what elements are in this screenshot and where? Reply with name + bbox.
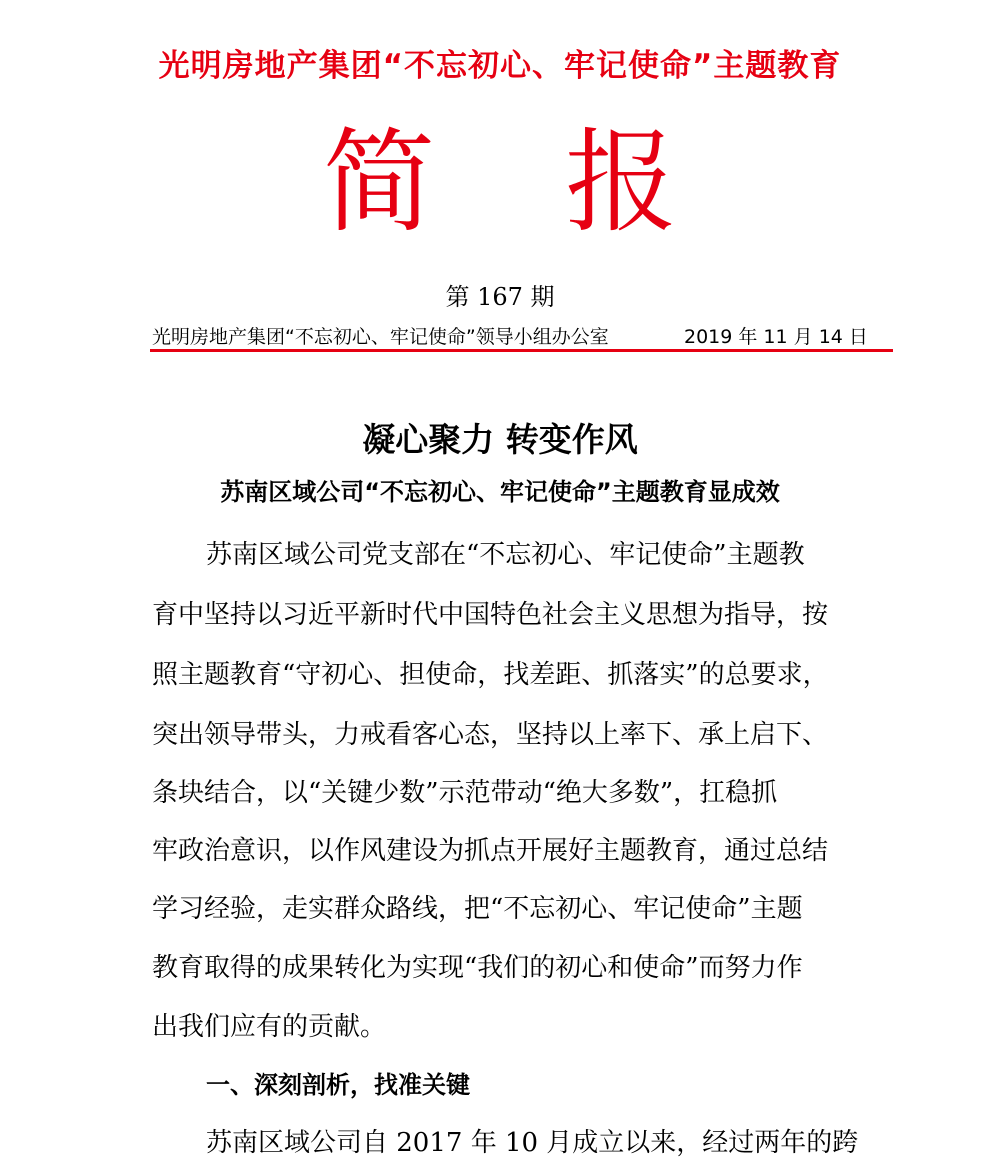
body-line: 条块结合，以“关键少数”示范带动“绝大多数”，扛稳抓 bbox=[152, 778, 778, 808]
body-line: 育中坚持以习近平新时代中国特色社会主义思想为指导，按 bbox=[152, 600, 829, 630]
body-line: 牢政治意识，以作风建设为抓点开展好主题教育，通过总结 bbox=[152, 836, 829, 866]
body-line: 苏南区域公司自 2017 年 10 月成立以来，经过两年的跨 bbox=[206, 1128, 859, 1158]
article-headline: 凝心聚力 转变作风 bbox=[362, 420, 638, 459]
masthead-char-1: 简 bbox=[323, 118, 435, 248]
body-line: 学习经验，走实群众路线，把“不忘初心、牢记使命”主题 bbox=[152, 894, 803, 924]
issue-date: 2019 年 11 月 14 日 bbox=[684, 326, 868, 348]
issuing-office: 光明房地产集团“不忘初心、牢记使命”领导小组办公室 bbox=[152, 326, 609, 348]
body-line: 教育取得的成果转化为实现“我们的初心和使命”而努力作 bbox=[152, 953, 803, 983]
body-line: 照主题教育“守初心、担使命，找差距、抓落实”的总要求， bbox=[152, 660, 829, 690]
org-title: 光明房地产集团“不忘初心、牢记使命”主题教育 bbox=[158, 48, 842, 84]
section-heading: 一、深刻剖析，找准关键 bbox=[206, 1071, 470, 1099]
article-subheadline: 苏南区域公司“不忘初心、牢记使命”主题教育显成效 bbox=[220, 478, 780, 506]
body-line: 出我们应有的贡献。 bbox=[152, 1012, 387, 1042]
issue-number: 第 167 期 bbox=[445, 283, 555, 311]
masthead-title bbox=[0, 118, 1000, 248]
masthead-char-2: 报 bbox=[565, 118, 677, 248]
header-divider bbox=[150, 349, 893, 352]
body-line: 苏南区域公司党支部在“不忘初心、牢记使命”主题教 bbox=[206, 540, 805, 570]
body-line: 突出领导带头，力戒看客心态，坚持以上率下、承上启下、 bbox=[152, 720, 829, 750]
byline bbox=[152, 324, 868, 350]
